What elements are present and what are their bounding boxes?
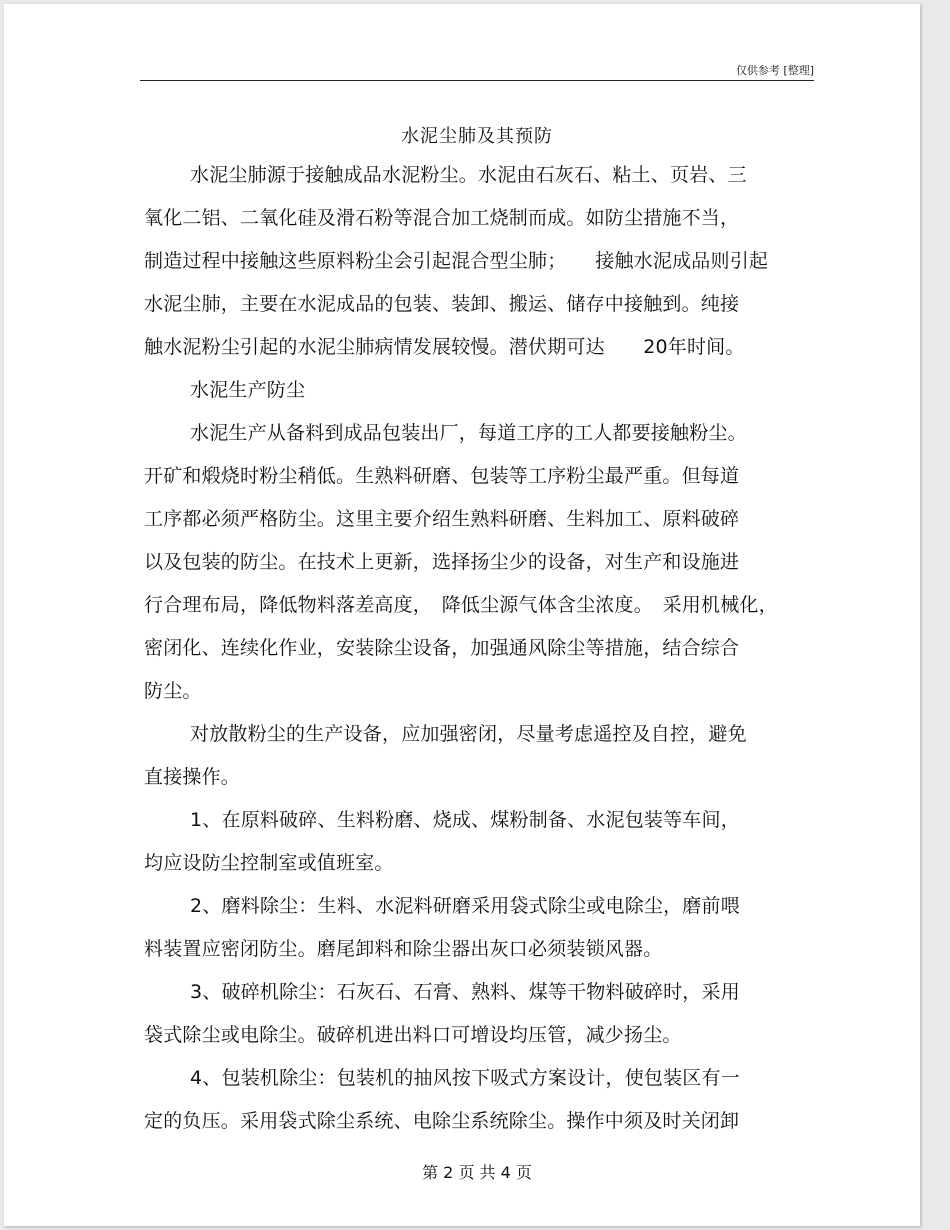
- paragraph-line: 防尘。: [144, 680, 202, 702]
- paragraph-line: 水泥尘肺源于接触成品水泥粉尘。水泥由石灰石、粘土、页岩、三: [190, 164, 747, 186]
- list-item-line: 2、磨料除尘：生料、水泥料研磨采用袋式除尘或电除尘，磨前喂: [190, 895, 740, 917]
- page-footer: 第 2 页 共 4 页: [422, 1163, 532, 1182]
- header-divider: [140, 80, 814, 81]
- paragraph-line: 直接操作。: [144, 766, 241, 788]
- paragraph-line: 开矿和煅烧时粉尘稍低。生熟料研磨、包装等工序粉尘最严重。但每道: [144, 465, 740, 487]
- paragraph-line: 触水泥粉尘引起的水泥尘肺病情发展较慢。潜伏期可达 20年时间。: [144, 336, 745, 358]
- list-item-line: 3、破碎机除尘：石灰石、石膏、熟料、煤等干物料破碎时，采用: [190, 981, 740, 1003]
- list-item-line: 均应设防尘控制室或值班室。: [144, 852, 394, 874]
- paragraph-line: 对放散粉尘的生产设备，应加强密闭，尽量考虑遥控及自控，避免: [190, 723, 747, 745]
- list-item-line: 料装置应密闭防尘。磨尾卸料和除尘器出灰口必须装锁风器。: [144, 938, 663, 960]
- page-header: 仅供参考 [整理]: [735, 64, 814, 77]
- paragraph-line: 以及包装的防尘。在技术上更新，选择扬尘少的设备，对生产和设施进: [144, 551, 740, 573]
- paragraph-line: 水泥生产从备料到成品包装出厂，每道工序的工人都要接触粉尘。: [190, 422, 747, 444]
- list-item-line: 定的负压。采用袋式除尘系统、电除尘系统除尘。操作中须及时关闭卸: [144, 1110, 740, 1132]
- list-item-line: 袋式除尘或电除尘。破碎机进出料口可增设均压管，减少扬尘。: [144, 1024, 682, 1046]
- paragraph-line: 工序都必须严格防尘。这里主要介绍生熟料研磨、生料加工、原料破碎: [144, 508, 740, 530]
- list-item-line: 1、在原料破碎、生料粉磨、烧成、煤粉制备、水泥包装等车间，: [190, 809, 740, 831]
- document-title: 水泥尘肺及其预防: [401, 126, 553, 147]
- document-page: [4, 4, 920, 1226]
- section-heading: 水泥生产防尘: [190, 379, 306, 401]
- paragraph-line: 水泥尘肺，主要在水泥成品的包装、装卸、搬运、储存中接触到。纯接: [144, 293, 740, 315]
- paragraph-line: 密闭化、连续化作业，安装除尘设备，加强通风除尘等措施，结合综合: [144, 637, 740, 659]
- paragraph-line: 氧化二铝、二氧化硅及滑石粉等混合加工烧制而成。如防尘措施不当，: [144, 207, 740, 229]
- paragraph-line: 制造过程中接触这些原料粉尘会引起混合型尘肺； 接触水泥成品则引起: [144, 250, 769, 272]
- list-item-line: 4、包装机除尘：包装机的抽风按下吸式方案设计，使包装区有一: [190, 1067, 740, 1089]
- paragraph-line: 行合理布局，降低物料落差高度， 降低尘源气体含尘浓度。 采用机械化，: [144, 594, 778, 616]
